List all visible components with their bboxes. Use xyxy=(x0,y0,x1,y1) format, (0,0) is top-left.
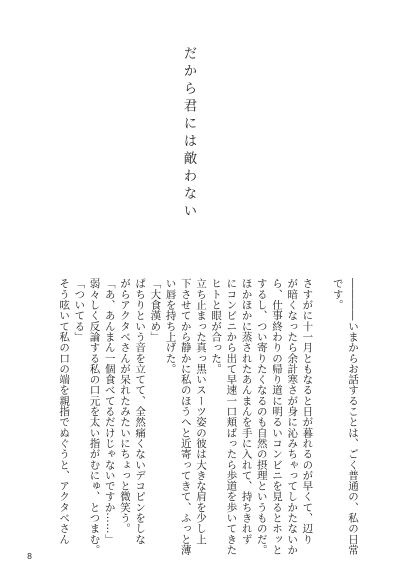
page-number: 8 xyxy=(27,552,33,561)
body-text xyxy=(56,278,360,555)
text-line: が暗くなったら余計寒さが身に沁みちゃってしかたないか xyxy=(286,278,299,555)
text-line: さすがに十一月ともなると日が暮れるのが早くて、辺り xyxy=(301,278,314,545)
text-line: ほかほかに蒸されたあんまんを手に入れて、持ちきれず xyxy=(240,278,253,545)
text-line: 「ついてる」 xyxy=(73,278,86,342)
text-line: ヒトと眼が合った。 xyxy=(210,278,223,374)
text-line: 弱々しく反論する私の口元を太い指がむにゅ、とつまむ。 xyxy=(88,278,101,555)
text-line: そう呟いて私の口の端を親指でぬぐうと、アクタベさん xyxy=(58,278,71,545)
text-line: 「あ、あんまん一個食べてるだけじゃないですか……」 xyxy=(103,278,116,545)
text-line: ら、仕事終わりの帰り道に明るいコンビニを見るとホッと xyxy=(270,278,283,555)
text-line: 「大食漢め」 xyxy=(149,278,162,342)
text-line: です。 xyxy=(331,278,344,310)
text-line: にコンビニから出て早速一口頬ばったら歩道を歩いてきた xyxy=(225,278,238,555)
text-line: 立ち止まった真っ黒いスーツ姿の彼は大きな肩を少し上 xyxy=(194,278,207,545)
blank-line xyxy=(314,278,329,530)
text-line: 下させてから静かに私のほうへと近寄ってきて、ふっと薄 xyxy=(179,278,192,555)
text-line: するし、つい寄りたくなるのも自然の摂理というものだ。 xyxy=(255,278,268,555)
text-line: ――――いまからお話することは、ごく普通の、私の日常 xyxy=(347,278,359,555)
text-line: い唇を持ち上げた。 xyxy=(164,278,177,374)
chapter-title: だから君には敵わない xyxy=(180,46,197,221)
text-line: ぱちりという音を立てて、全然痛くないデコピンをしな xyxy=(134,278,147,545)
text-line: がらアクタベさんが呆れたみたいにちょっと微笑う。 xyxy=(118,278,131,534)
